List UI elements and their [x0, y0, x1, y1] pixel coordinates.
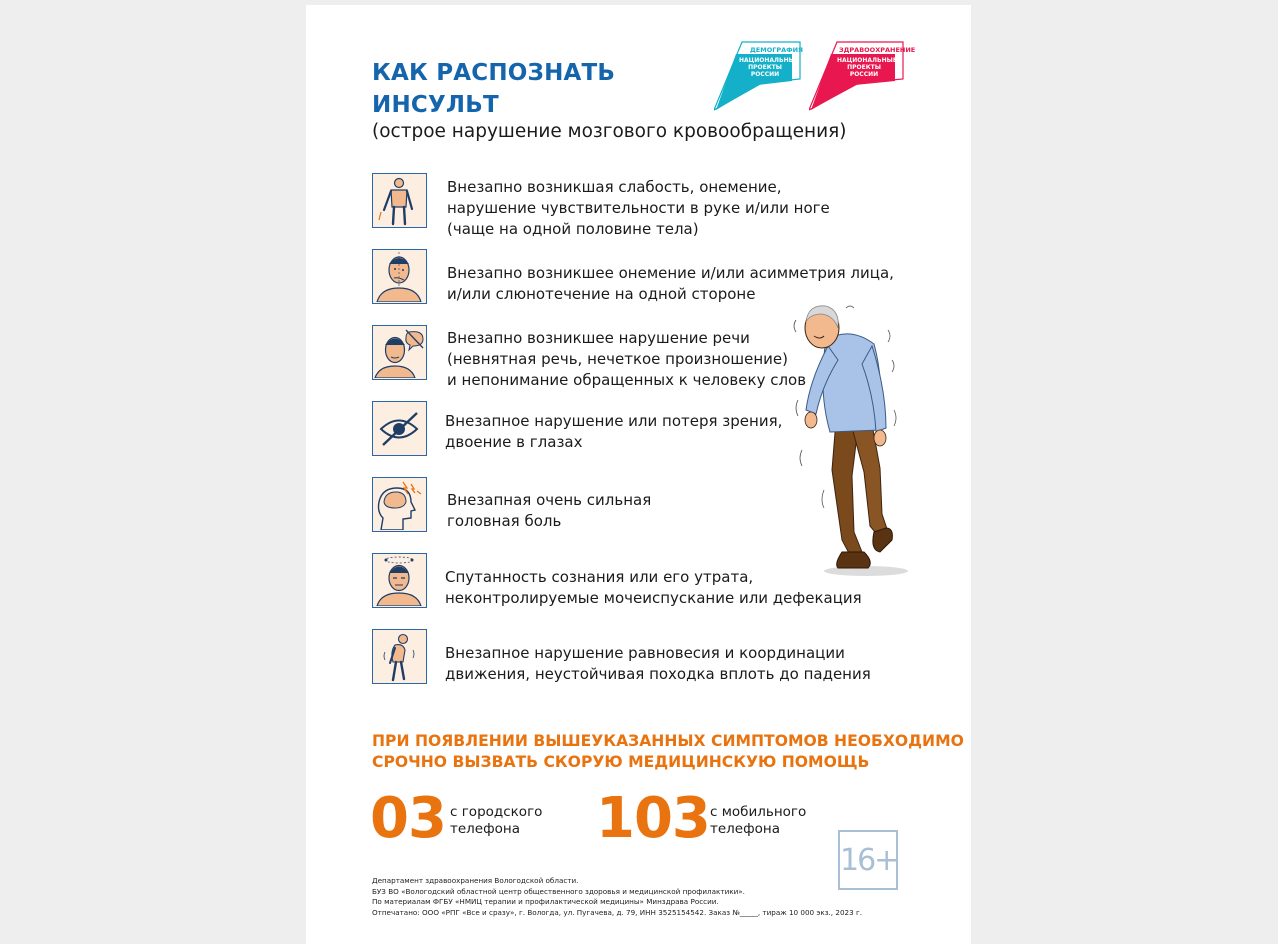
footer-line-3: По материалам ФГБУ «НМИЦ терапии и профилактической медицины» Минздрава России. — [372, 897, 719, 906]
symptom-text-1: Внезапно возникшая слабость, онемение, нарушение чувствительности в руке и/или ноге (чаще на одной половине тела) — [447, 178, 830, 238]
headache-icon — [372, 477, 427, 532]
confusion-icon — [372, 553, 427, 608]
phone-number-mobile: 103 — [596, 786, 710, 851]
arm-weakness-icon — [372, 173, 427, 228]
stroke-poster — [306, 5, 971, 944]
symptom-text-2: Внезапно возникшее онемение и/или асимметрия лица, и/или слюнотечение на одной стороне — [447, 264, 894, 303]
warning-call-ambulance: ПРИ ПОЯВЛЕНИИ ВЫШЕУКАЗАННЫХ СИМПТОМОВ НЕОБХОДИМО СРОЧНО ВЫЗВАТЬ СКОРУЮ МЕДИЦИНСКУЮ ПОМОЩЬ — [372, 732, 964, 771]
symptom-text-4: Внезапное нарушение или потеря зрения, двоение в глазах — [445, 412, 783, 451]
symptom-text-5: Внезапная очень сильная головная боль — [447, 491, 652, 530]
symptom-text-6: Спутанность сознания или его утрата, неконтролируемые мочеиспускание или дефекация — [445, 568, 862, 607]
phone-number-landline: 03 — [370, 786, 446, 851]
age-rating-badge: 16+ — [838, 830, 898, 890]
symptom-text-7: Внезапное нарушение равновесия и координации движения, неустойчивая походка вплоть до падения — [445, 644, 871, 683]
balance-loss-icon — [372, 629, 427, 684]
logo-healthcare — [809, 39, 916, 111]
elderly-man-illustration — [788, 300, 913, 584]
footer-line-1: Департамент здравоохранения Вологодской области. — [372, 876, 579, 885]
footer-line-4: Отпечатано: ООО «РПГ «Все и сразу», г. Вологда, ул. Пугачева, д. 79, ИНН 3525154542. Заказ №_____, тираж 10 000 экз., 2023 г. — [372, 907, 863, 917]
logo-demography-head: ДЕМОГРАФИЯ — [750, 46, 804, 54]
logo-demography-text: НАЦИОНАЛЬНЫЕ ПРОЕКТЫ РОССИИ — [739, 57, 799, 78]
logo-healthcare-head: ЗДРАВООХРАНЕНИЕ — [839, 46, 916, 54]
footer-line-2: БУЗ ВО «Вологодский областной центр общественного здоровья и медицинской профилактики». — [372, 886, 745, 896]
logo-demography — [714, 39, 802, 111]
phone-label-landline: с городского телефона — [450, 804, 543, 837]
title-line-1: КАК РАСПОЗНАТЬ — [372, 60, 616, 86]
footer-imprint — [372, 876, 862, 918]
speech-impairment-icon — [372, 325, 427, 380]
page-subtitle: (острое нарушение мозгового кровообращения) — [372, 121, 847, 142]
face-asymmetry-icon — [372, 249, 427, 304]
vision-loss-icon — [372, 401, 427, 456]
symptom-text-3: Внезапно возникшее нарушение речи (невнятная речь, нечеткое произношение) и непонимание обращенных к человеку слов — [447, 329, 807, 389]
title-line-2: ИНСУЛЬТ — [372, 92, 499, 118]
phone-label-mobile: с мобильного телефона — [710, 804, 807, 837]
page-title — [372, 57, 615, 121]
logo-healthcare-text: НАЦИОНАЛЬНЫЕ ПРОЕКТЫ РОССИИ — [837, 57, 897, 78]
